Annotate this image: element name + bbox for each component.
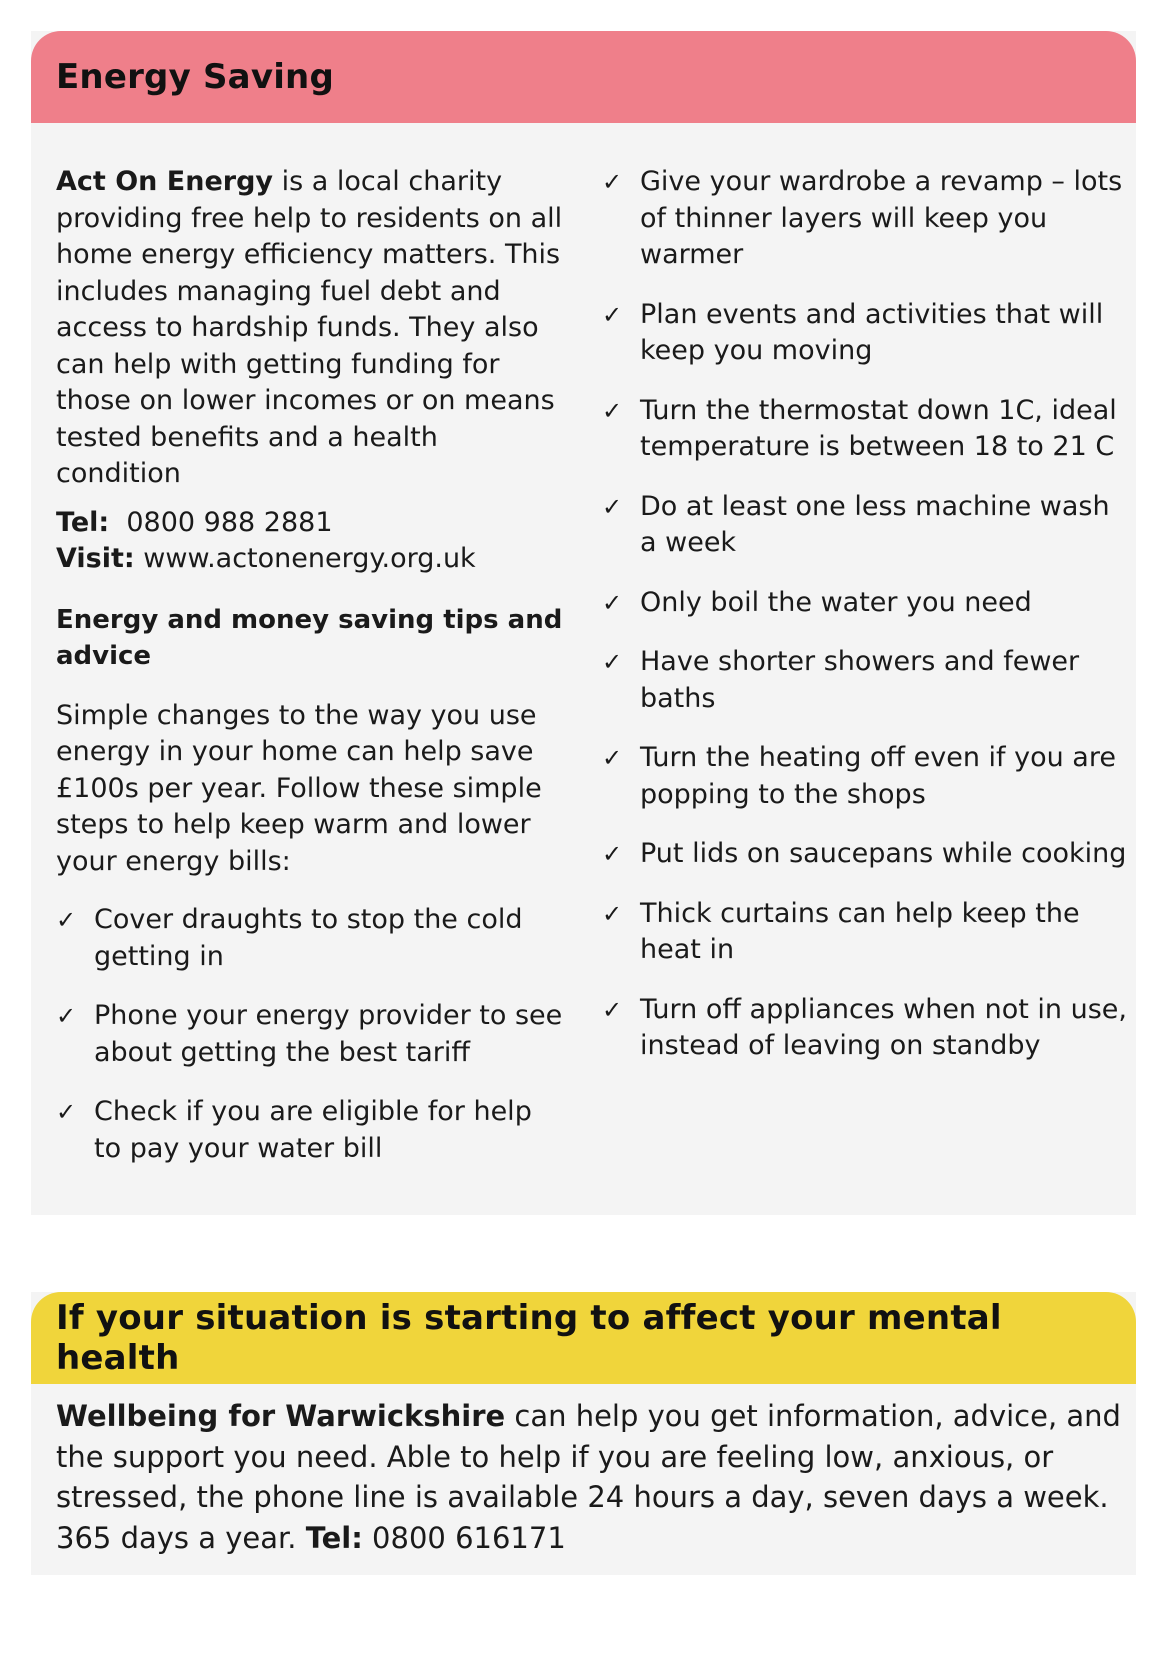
tip-item: [602, 740, 1132, 813]
tip-item: [602, 489, 1132, 562]
tip-item: [602, 164, 1132, 274]
tip-item: [602, 393, 1132, 466]
tip-item: [56, 902, 566, 975]
mental-health-title: If your situation is starting to affect your mental health: [56, 1298, 1002, 1378]
tip-item: [602, 644, 1132, 717]
check-icon: ✓: [602, 995, 623, 1024]
tip-item: [56, 998, 566, 1071]
intro-paragraph: [56, 164, 566, 493]
tip-text: Cover draughts to stop the cold getting in: [94, 904, 523, 972]
check-icon: ✓: [602, 648, 623, 676]
tip-text: Put lids on saucepans while cooking: [640, 838, 1127, 869]
contact-block: [56, 505, 566, 578]
check-icon: ✓: [602, 492, 623, 521]
tip-text: Thick curtains can help keep the heat in: [640, 897, 1080, 965]
tip-text: Turn the heating off even if you are popping to the shops: [640, 742, 1116, 810]
visit-line: [56, 541, 566, 578]
mental-tel-label: Tel:: [305, 1520, 363, 1555]
check-icon: ✓: [602, 396, 623, 425]
mental-tel-value[interactable]: 0800 616171: [362, 1520, 566, 1555]
left-column: [56, 164, 566, 1190]
tel-label: Tel:: [56, 506, 110, 538]
check-icon: ✓: [56, 906, 77, 934]
right-column: [602, 164, 1132, 1088]
tip-text: Phone your energy provider to see about getting the best tariff: [94, 1000, 563, 1068]
tip-text: Check if you are eligible for help to pay your water bill: [94, 1096, 532, 1164]
check-icon: ✓: [602, 744, 623, 772]
mental-health-header: [31, 1292, 1136, 1384]
tip-text: Do at least one less machine wash a week: [640, 490, 1110, 558]
tip-text: Only boil the water you need: [640, 586, 1032, 618]
check-icon: ✓: [602, 899, 623, 928]
tel-value[interactable]: 0800 988 2881: [109, 506, 333, 538]
tel-line: [56, 505, 566, 542]
check-icon: ✓: [602, 300, 623, 329]
check-icon: ✓: [56, 1002, 77, 1030]
tip-item: [602, 992, 1132, 1065]
tips-subheading: Energy and money saving tips and advice: [56, 604, 563, 671]
tips-list-right: [602, 164, 1132, 1065]
visit-url[interactable]: www.actonenergy.org.uk: [134, 543, 476, 574]
energy-saving-header: [31, 31, 1136, 123]
tip-text: Turn the thermostat down 1C, ideal temperature is between 18 to 21 C: [640, 394, 1117, 462]
mental-health-paragraph: [56, 1396, 1136, 1558]
energy-saving-title: Energy Saving: [56, 57, 334, 97]
tip-item: [602, 585, 1132, 622]
check-icon: ✓: [602, 168, 623, 196]
mental-health-panel: [31, 1292, 1136, 1575]
intro-org-name: Act On Energy: [56, 166, 274, 197]
check-icon: ✓: [602, 588, 623, 617]
tip-item: [602, 297, 1132, 370]
energy-saving-panel: [31, 31, 1136, 1215]
mental-text: can help you get information, advice, and the support you need. Able to help if you are feeling low, anxious, or stressed, the phone line is available 24 hours a day, seven days a week. 365 days a year.: [56, 1399, 1121, 1555]
visit-label: Visit:: [56, 543, 135, 574]
check-icon: ✓: [602, 840, 623, 868]
tip-item: [602, 896, 1132, 969]
tips-list-left: [56, 902, 566, 1167]
tip-text: Plan events and activities that will keep you moving: [640, 298, 1104, 366]
tip-text: Turn off appliances when not in use, instead of leaving on standby: [640, 993, 1127, 1061]
tip-text: Give your wardrobe a revamp – lots of thinner layers will keep you warmer: [640, 166, 1123, 270]
tips-intro: Simple changes to the way you use energy in your home can help save £100s per year. Follow these simple steps to help keep warm and lower your energy bills:: [56, 699, 542, 877]
mental-org-name: Wellbeing for Warwickshire: [56, 1399, 506, 1433]
check-icon: ✓: [56, 1098, 77, 1126]
tip-item: [602, 836, 1132, 873]
intro-text: is a local charity providing free help to residents on all home energy efficiency matters. This includes managing fuel debt and access to hardship funds. They also can help with getting funding for those on lower incomes or on means tested benefits and a health condition: [56, 166, 563, 489]
tip-item: [56, 1094, 566, 1167]
tip-text: Have shorter showers and fewer baths: [640, 646, 1080, 714]
